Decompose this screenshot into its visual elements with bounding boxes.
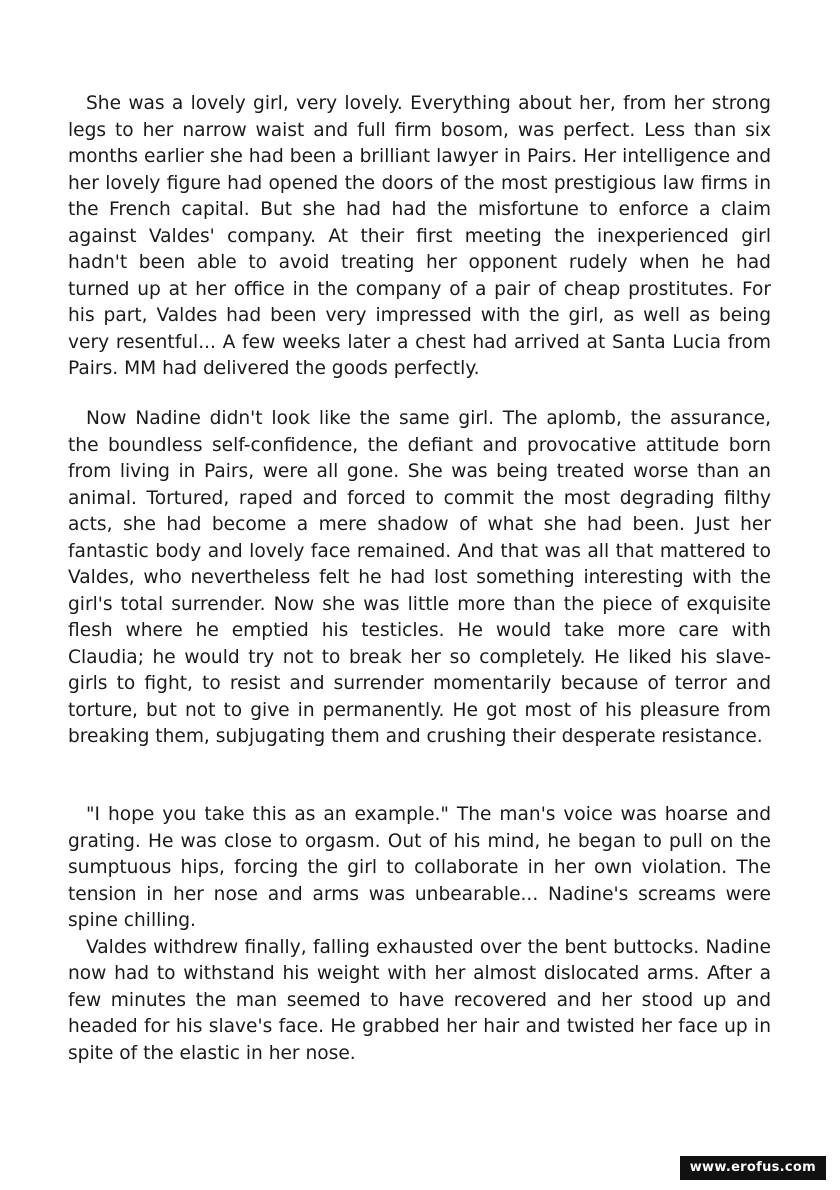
paragraph: Valdes withdrew finally, falling exhausted over the bent buttocks. Nadine now had to withstand his weight with her almost dislocated arms. After a few minutes the man seemed to have recovered and her stood up and headed for his slave's face. He grabbed her hair and twisted her face up in spite of the elastic in her nose. xyxy=(68,936,771,1064)
paragraph: She was a lovely girl, very lovely. Everything about her, from her strong legs to her narrow waist and full firm bosom, was perfect. Less than six months earlier she had been a brilliant lawyer in Pairs. Her intelligence and her lovely figure had opened the doors of the most prestigious law firms in the French capital. But she had had the misfortune to enforce a claim against Valdes' company. At their first meeting the inexperienced girl hadn't been able to avoid treating her opponent rudely when he had turned up at her office in the company of a pair of cheap prostitutes. For his part, Valdes had been very impressed with the girl, as well as being very resentful... A few weeks later a chest had arrived at Santa Lucia from Pairs. MM had delivered the goods perfectly. xyxy=(68,93,771,379)
text-block-2 xyxy=(68,406,771,751)
paragraph: "I hope you take this as an example." The man's voice was hoarse and grating. He was close to orgasm. Out of his mind, he began to pull on the sumptuous hips, forcing the girl to collaborate in her own violation. The tension in her nose and arms was unbearable... Nadine's screams were spine chilling. xyxy=(68,804,771,931)
text-block-1 xyxy=(68,91,771,383)
text-block-3 xyxy=(68,802,771,1067)
watermark-badge: www.erofus.com xyxy=(680,1156,826,1180)
paragraph: Now Nadine didn't look like the same girl. The aplomb, the assurance, the boundless self-confidence, the defiant and provocative attitude born from living in Pairs, were all gone. She was being treated worse than an animal. Tortured, raped and forced to commit the most degrading filthy acts, she had become a mere shadow of what she had been. Just her fantastic body and lovely face remained. And that was all that mattered to Valdes, who nevertheless felt he had lost something interesting with the girl's total surrender. Now she was little more than the piece of exquisite flesh where he emptied his testicles. He would take more care with Claudia; he would try not to break her so completely. He liked his slave-girls to fight, to resist and surrender momentarily because of terror and torture, but not to give in permanently. He got most of his pleasure from breaking them, subjugating them and crushing their desperate resistance. xyxy=(68,408,771,747)
